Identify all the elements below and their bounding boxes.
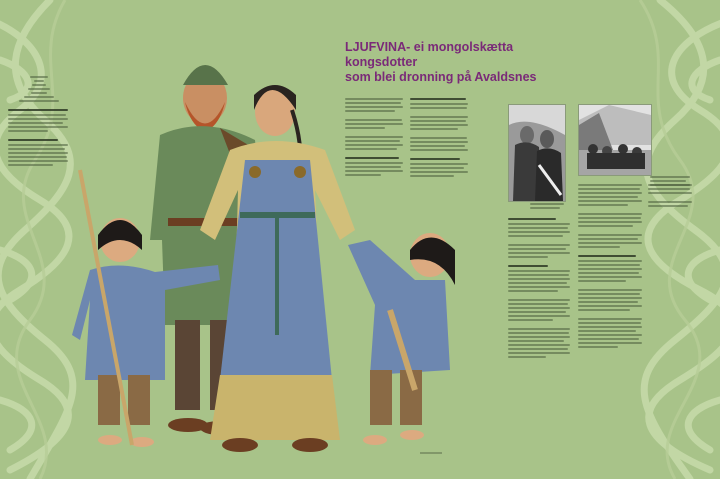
knot-ornament-left xyxy=(0,0,80,479)
text-column-3 xyxy=(508,218,570,365)
photo-tent-family-image xyxy=(579,105,651,175)
photo-women-image xyxy=(509,105,565,201)
text-column-2 xyxy=(410,98,468,184)
title-line-1: LJUFVINA- ei mongolskætta kongsdotter xyxy=(345,40,514,69)
illustration-credit xyxy=(420,452,442,454)
historical-photo-2 xyxy=(578,104,652,176)
panel-title xyxy=(345,40,565,85)
historical-photo-1 xyxy=(508,104,566,202)
text-column-1 xyxy=(345,98,403,183)
title-line-2: som blei dronning på Avaldsnes xyxy=(345,70,537,84)
text-column-4 xyxy=(578,184,642,355)
photo-1-caption xyxy=(530,203,564,211)
left-info-column xyxy=(8,76,70,173)
text-column-5 xyxy=(648,184,692,214)
right-child-figure xyxy=(348,233,455,445)
